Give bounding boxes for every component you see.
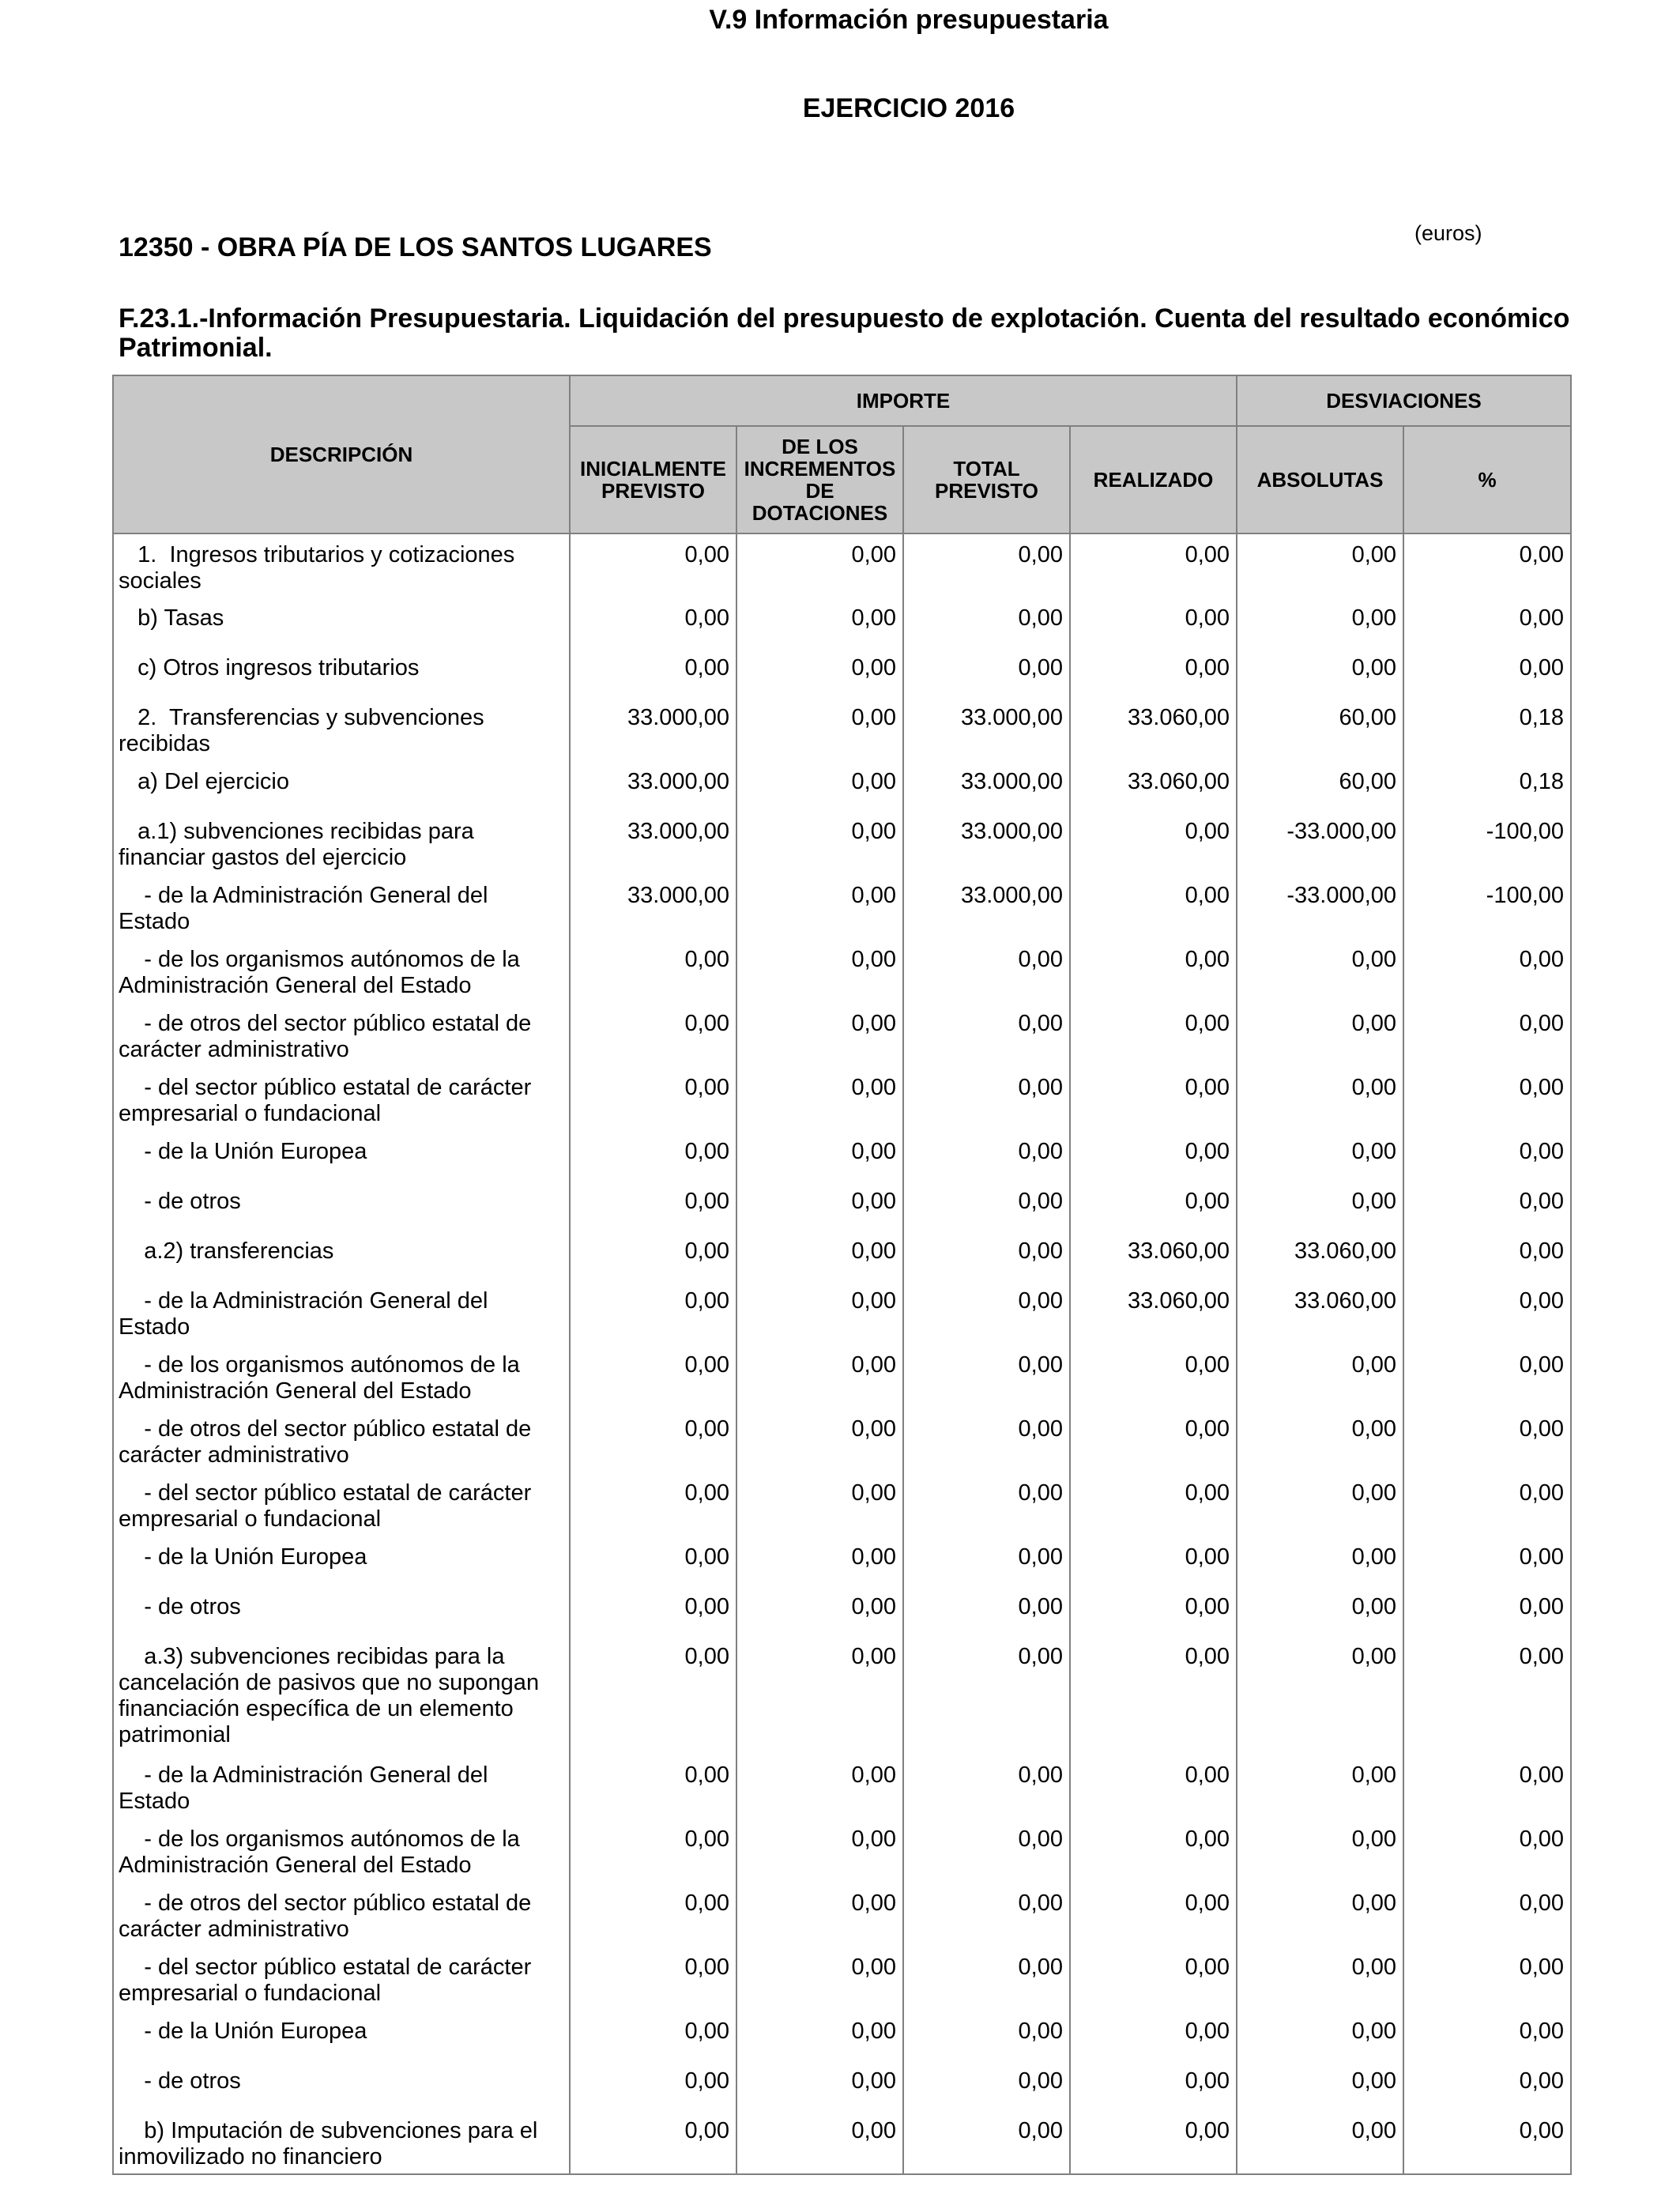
row-description-text: 2. Transferencias y subvenciones recibidas xyxy=(119,705,491,756)
cell-value: 0,00 xyxy=(1237,1883,1403,1947)
cell-value: 0,00 xyxy=(736,1636,903,1755)
row-description xyxy=(113,598,570,647)
row-description-text: - de otros del sector público estatal de carácter administrativo xyxy=(119,1891,538,1942)
row-description-text: - de los organismos autónomos de la Administración General del Estado xyxy=(119,947,525,998)
cell-value: 0,00 xyxy=(1403,1883,1571,1947)
column-header-incrementos: DE LOS INCREMENTOS DE DOTACIONES xyxy=(736,426,903,533)
row-description xyxy=(113,875,570,939)
table-row xyxy=(113,1947,1571,2011)
column-header-total-previsto: TOTAL PREVISTO xyxy=(903,426,1070,533)
cell-value: 0,00 xyxy=(1403,1003,1571,1067)
cell-value: 0,00 xyxy=(1403,533,1571,598)
column-header-realizado: REALIZADO xyxy=(1070,426,1237,533)
row-description xyxy=(113,1883,570,1947)
cell-value: 0,00 xyxy=(1403,1755,1571,1819)
cell-value: 0,00 xyxy=(1237,1819,1403,1883)
cell-value: 0,00 xyxy=(1403,939,1571,1003)
table-row xyxy=(113,1231,1571,1280)
cell-value: 0,00 xyxy=(1403,1947,1571,2011)
cell-value: 0,00 xyxy=(903,1408,1070,1472)
cell-value: 0,00 xyxy=(1403,1067,1571,1131)
cell-value: 0,00 xyxy=(1237,2060,1403,2110)
row-description-text: b) Tasas xyxy=(119,605,224,631)
cell-value: 0,00 xyxy=(736,811,903,875)
row-description xyxy=(113,1536,570,1586)
cell-value: 0,00 xyxy=(736,1131,903,1181)
cell-value: 0,00 xyxy=(1070,2060,1237,2110)
table-row xyxy=(113,1536,1571,1586)
cell-value: 0,00 xyxy=(1070,811,1237,875)
table-row xyxy=(113,1819,1571,1883)
row-description xyxy=(113,1067,570,1131)
cell-value: 0,00 xyxy=(1070,1131,1237,1181)
cell-value: 0,00 xyxy=(736,1408,903,1472)
cell-value: 0,00 xyxy=(903,598,1070,647)
row-description xyxy=(113,1472,570,1536)
cell-value: 0,00 xyxy=(1070,875,1237,939)
row-description-text: - de otros xyxy=(119,2068,241,2094)
row-description xyxy=(113,2011,570,2060)
row-description xyxy=(113,939,570,1003)
cell-value: 0,00 xyxy=(1237,1472,1403,1536)
cell-value: 0,00 xyxy=(1237,1408,1403,1472)
row-description-text: a) Del ejercicio xyxy=(119,769,289,794)
cell-value: 0,00 xyxy=(903,1181,1070,1231)
cell-value: 0,00 xyxy=(1403,1636,1571,1755)
cell-value: 0,00 xyxy=(903,1536,1070,1586)
table-row xyxy=(113,1344,1571,1408)
cell-value: 0,00 xyxy=(1403,598,1571,647)
row-description-text: b) Imputación de subvenciones para el inmovilizado no financiero xyxy=(119,2118,544,2169)
cell-value: 60,00 xyxy=(1237,761,1403,811)
row-description-text: a.1) subvenciones recibidas para financiar gastos del ejercicio xyxy=(119,819,480,870)
cell-value: 0,00 xyxy=(1070,1883,1237,1947)
cell-value: 0,00 xyxy=(1403,1181,1571,1231)
cell-value: 0,00 xyxy=(903,2110,1070,2174)
cell-value: 0,18 xyxy=(1403,697,1571,761)
cell-value: 0,00 xyxy=(570,1472,736,1536)
cell-value: 0,00 xyxy=(736,647,903,697)
cell-value: 0,00 xyxy=(736,533,903,598)
table-row xyxy=(113,761,1571,811)
cell-value: 0,00 xyxy=(736,1231,903,1280)
row-description-text: a.2) transferencias xyxy=(119,1238,334,1264)
cell-value: 0,00 xyxy=(570,2060,736,2110)
row-description-text: - del sector público estatal de carácter empresarial o fundacional xyxy=(119,1075,538,1126)
cell-value: 0,00 xyxy=(903,2060,1070,2110)
table-row xyxy=(113,1280,1571,1344)
table-body xyxy=(113,533,1571,2174)
cell-value: 0,00 xyxy=(903,1636,1070,1755)
cell-value: 0,00 xyxy=(1403,1231,1571,1280)
cell-value: 0,00 xyxy=(1237,1003,1403,1067)
row-description xyxy=(113,1231,570,1280)
row-description xyxy=(113,1408,570,1472)
row-description-text: - de otros xyxy=(119,1189,241,1214)
cell-value: 60,00 xyxy=(1237,697,1403,761)
cell-value: 0,00 xyxy=(1070,1344,1237,1408)
cell-value: 0,00 xyxy=(1403,2110,1571,2174)
cell-value: 0,00 xyxy=(903,1231,1070,1280)
cell-value: 33.000,00 xyxy=(903,761,1070,811)
cell-value: 33.000,00 xyxy=(570,875,736,939)
units-label: (euros) xyxy=(1414,221,1482,245)
cell-value: 33.000,00 xyxy=(903,875,1070,939)
cell-value: 0,00 xyxy=(1403,1536,1571,1586)
row-description-text: c) Otros ingresos tributarios xyxy=(119,655,420,680)
cell-value: 0,00 xyxy=(1237,2110,1403,2174)
table-row xyxy=(113,1883,1571,1947)
cell-value: 0,00 xyxy=(736,1472,903,1536)
cell-value: 33.000,00 xyxy=(570,811,736,875)
column-header-inicialmente-previsto: INICIALMENTE PREVISTO xyxy=(570,426,736,533)
table-row xyxy=(113,598,1571,647)
cell-value: 0,00 xyxy=(1070,1472,1237,1536)
cell-value: 0,00 xyxy=(570,1231,736,1280)
row-description-text: - de otros xyxy=(119,1594,241,1619)
cell-value: 0,00 xyxy=(903,2011,1070,2060)
cell-value: 0,00 xyxy=(1237,1536,1403,1586)
cell-value: 0,00 xyxy=(736,1003,903,1067)
cell-value: 0,00 xyxy=(570,1586,736,1636)
cell-value: -100,00 xyxy=(1403,811,1571,875)
cell-value: 0,00 xyxy=(570,939,736,1003)
cell-value: 0,00 xyxy=(903,1472,1070,1536)
cell-value: 0,00 xyxy=(1403,2011,1571,2060)
row-description xyxy=(113,1131,570,1181)
cell-value: 0,00 xyxy=(736,939,903,1003)
table-row xyxy=(113,1003,1571,1067)
cell-value: 0,00 xyxy=(570,1755,736,1819)
table-row xyxy=(113,533,1571,598)
cell-value: 0,00 xyxy=(1070,1003,1237,1067)
row-description xyxy=(113,1280,570,1344)
row-description xyxy=(113,1003,570,1067)
cell-value: 0,00 xyxy=(1070,1067,1237,1131)
cell-value: 0,00 xyxy=(736,1344,903,1408)
cell-value: 33.060,00 xyxy=(1070,1280,1237,1344)
section-title: V.9 Información presupuestaria xyxy=(709,5,1109,35)
cell-value: 0,00 xyxy=(570,1181,736,1231)
cell-value: 33.060,00 xyxy=(1070,761,1237,811)
cell-value: 0,00 xyxy=(1070,2110,1237,2174)
cell-value: 0,00 xyxy=(570,533,736,598)
cell-value: 0,00 xyxy=(1237,1067,1403,1131)
row-description-text: - de la Unión Europea xyxy=(119,1544,367,1570)
cell-value: 0,00 xyxy=(903,1947,1070,2011)
cell-value: 33.060,00 xyxy=(1070,697,1237,761)
cell-value: 0,00 xyxy=(1237,1636,1403,1755)
cell-value: 0,00 xyxy=(736,1280,903,1344)
entity-title: 12350 - OBRA PÍA DE LOS SANTOS LUGARES xyxy=(119,232,712,262)
cell-value: 0,00 xyxy=(1237,1181,1403,1231)
cell-value: 0,00 xyxy=(570,1947,736,2011)
cell-value: 0,00 xyxy=(736,1755,903,1819)
cell-value: 0,00 xyxy=(1070,598,1237,647)
cell-value: 0,00 xyxy=(903,1586,1070,1636)
table-row xyxy=(113,1472,1571,1536)
cell-value: 0,00 xyxy=(1403,1280,1571,1344)
cell-value: 0,00 xyxy=(736,1181,903,1231)
cell-value: 0,00 xyxy=(1237,1586,1403,1636)
cell-value: 0,00 xyxy=(1070,1586,1237,1636)
row-description xyxy=(113,811,570,875)
row-description-text: - de los organismos autónomos de la Administración General del Estado xyxy=(119,1352,525,1404)
row-description xyxy=(113,1344,570,1408)
row-description-text: - de la Administración General del Estado xyxy=(119,1762,495,1814)
cell-value: 0,00 xyxy=(736,1067,903,1131)
cell-value: 33.000,00 xyxy=(903,811,1070,875)
row-description xyxy=(113,1586,570,1636)
cell-value: 0,00 xyxy=(1237,598,1403,647)
row-description xyxy=(113,761,570,811)
row-description xyxy=(113,2060,570,2110)
cell-value: 0,00 xyxy=(736,1947,903,2011)
cell-value: 33.000,00 xyxy=(903,697,1070,761)
report-title: F.23.1.-Información Presupuestaria. Liquidación del presupuesto de explotación. Cuenta del resultado económico Patrimonial. xyxy=(119,303,1570,363)
cell-value: 0,00 xyxy=(1237,939,1403,1003)
row-description-text: 1. Ingresos tributarios y cotizaciones sociales xyxy=(119,542,522,594)
cell-value: 0,00 xyxy=(736,2011,903,2060)
row-description xyxy=(113,1947,570,2011)
cell-value: 33.000,00 xyxy=(570,697,736,761)
cell-value: 33.060,00 xyxy=(1237,1231,1403,1280)
cell-value: 0,00 xyxy=(570,1883,736,1947)
cell-value: 0,00 xyxy=(570,598,736,647)
cell-value: 0,00 xyxy=(903,1755,1070,1819)
cell-value: 0,00 xyxy=(1237,1947,1403,2011)
cell-value: -33.000,00 xyxy=(1237,875,1403,939)
cell-value: 0,00 xyxy=(1403,2060,1571,2110)
cell-value: 0,00 xyxy=(1070,2011,1237,2060)
table-row xyxy=(113,939,1571,1003)
cell-value: 0,00 xyxy=(1070,1819,1237,1883)
row-description xyxy=(113,1819,570,1883)
cell-value: 33.000,00 xyxy=(570,761,736,811)
cell-value: 0,00 xyxy=(736,697,903,761)
cell-value: 0,00 xyxy=(736,1819,903,1883)
cell-value: -33.000,00 xyxy=(1237,811,1403,875)
table-row xyxy=(113,647,1571,697)
column-header-percent: % xyxy=(1403,426,1571,533)
cell-value: 0,00 xyxy=(570,1131,736,1181)
cell-value: 0,00 xyxy=(1070,1536,1237,1586)
row-description xyxy=(113,1755,570,1819)
cell-value: 0,00 xyxy=(1070,1636,1237,1755)
table-row xyxy=(113,1636,1571,1755)
cell-value: 0,00 xyxy=(1237,2011,1403,2060)
cell-value: 0,00 xyxy=(570,1408,736,1472)
table-row xyxy=(113,2011,1571,2060)
cell-value: -100,00 xyxy=(1403,875,1571,939)
row-description-text: - de otros del sector público estatal de carácter administrativo xyxy=(119,1416,538,1468)
cell-value: 0,00 xyxy=(903,1003,1070,1067)
cell-value: 0,00 xyxy=(1070,1947,1237,2011)
cell-value: 0,00 xyxy=(903,939,1070,1003)
cell-value: 33.060,00 xyxy=(1237,1280,1403,1344)
row-description xyxy=(113,533,570,598)
row-description xyxy=(113,647,570,697)
group-header-importe: IMPORTE xyxy=(570,375,1237,426)
table-row xyxy=(113,1067,1571,1131)
cell-value: 0,00 xyxy=(1403,1819,1571,1883)
cell-value: 0,00 xyxy=(570,1819,736,1883)
table-row xyxy=(113,1408,1571,1472)
table-row xyxy=(113,1181,1571,1231)
cell-value: 0,00 xyxy=(1237,647,1403,697)
row-description-text: - de la Administración General del Estado xyxy=(119,883,495,934)
row-description-text: - de los organismos autónomos de la Administración General del Estado xyxy=(119,1826,525,1878)
cell-value: 0,00 xyxy=(903,1883,1070,1947)
row-description-text: a.3) subvenciones recibidas para la cancelación de pasivos que no supongan financiación específica de un elemento patrimonial xyxy=(119,1644,546,1747)
cell-value: 33.060,00 xyxy=(1070,1231,1237,1280)
cell-value: 0,00 xyxy=(1403,1408,1571,1472)
cell-value: 0,00 xyxy=(903,533,1070,598)
cell-value: 0,00 xyxy=(570,2110,736,2174)
cell-value: 0,00 xyxy=(1237,1131,1403,1181)
cell-value: 0,00 xyxy=(903,647,1070,697)
cell-value: 0,00 xyxy=(1070,647,1237,697)
cell-value: 0,00 xyxy=(1237,1755,1403,1819)
cell-value: 0,00 xyxy=(903,1131,1070,1181)
cell-value: 0,00 xyxy=(570,1280,736,1344)
cell-value: 0,00 xyxy=(570,1003,736,1067)
row-description-text: - de otros del sector público estatal de carácter administrativo xyxy=(119,1011,538,1062)
exercise-year: EJERCICIO 2016 xyxy=(802,93,1015,123)
row-description-text: - de la Unión Europea xyxy=(119,2019,367,2044)
row-description xyxy=(113,697,570,761)
group-header-desviaciones: DESVIACIONES xyxy=(1237,375,1571,426)
row-description xyxy=(113,1181,570,1231)
row-description xyxy=(113,2110,570,2174)
row-description xyxy=(113,1636,570,1755)
cell-value: 0,00 xyxy=(1070,1408,1237,1472)
cell-value: 0,00 xyxy=(1403,647,1571,697)
cell-value: 0,00 xyxy=(736,1536,903,1586)
budget-table xyxy=(112,375,1572,2175)
row-description-text: - de la Unión Europea xyxy=(119,1139,367,1164)
table-row xyxy=(113,2060,1571,2110)
cell-value: 0,00 xyxy=(1070,939,1237,1003)
table-row xyxy=(113,2110,1571,2174)
cell-value: 0,00 xyxy=(903,1819,1070,1883)
cell-value: 0,00 xyxy=(736,1883,903,1947)
column-header-absolutas: ABSOLUTAS xyxy=(1237,426,1403,533)
table-row xyxy=(113,1131,1571,1181)
cell-value: 0,00 xyxy=(1403,1344,1571,1408)
cell-value: 0,18 xyxy=(1403,761,1571,811)
cell-value: 0,00 xyxy=(1070,1181,1237,1231)
table-row xyxy=(113,697,1571,761)
cell-value: 0,00 xyxy=(1070,1755,1237,1819)
table-row xyxy=(113,811,1571,875)
cell-value: 0,00 xyxy=(570,1344,736,1408)
table-row xyxy=(113,875,1571,939)
cell-value: 0,00 xyxy=(736,1586,903,1636)
row-description-text: - del sector público estatal de carácter empresarial o fundacional xyxy=(119,1480,538,1532)
cell-value: 0,00 xyxy=(736,875,903,939)
cell-value: 0,00 xyxy=(570,1536,736,1586)
cell-value: 0,00 xyxy=(736,2060,903,2110)
row-description-text: - de la Administración General del Estado xyxy=(119,1288,495,1340)
cell-value: 0,00 xyxy=(903,1280,1070,1344)
cell-value: 0,00 xyxy=(1070,533,1237,598)
cell-value: 0,00 xyxy=(903,1344,1070,1408)
cell-value: 0,00 xyxy=(570,1636,736,1755)
cell-value: 0,00 xyxy=(903,1067,1070,1131)
cell-value: 0,00 xyxy=(570,1067,736,1131)
cell-value: 0,00 xyxy=(1403,1131,1571,1181)
cell-value: 0,00 xyxy=(736,2110,903,2174)
column-header-descripcion: DESCRIPCIÓN xyxy=(113,375,570,533)
cell-value: 0,00 xyxy=(1403,1472,1571,1536)
cell-value: 0,00 xyxy=(570,647,736,697)
cell-value: 0,00 xyxy=(570,2011,736,2060)
cell-value: 0,00 xyxy=(1237,533,1403,598)
cell-value: 0,00 xyxy=(1237,1344,1403,1408)
row-description-text: - del sector público estatal de carácter empresarial o fundacional xyxy=(119,1955,538,2006)
table-row xyxy=(113,1586,1571,1636)
cell-value: 0,00 xyxy=(1403,1586,1571,1636)
cell-value: 0,00 xyxy=(736,598,903,647)
cell-value: 0,00 xyxy=(736,761,903,811)
table-row xyxy=(113,1755,1571,1819)
